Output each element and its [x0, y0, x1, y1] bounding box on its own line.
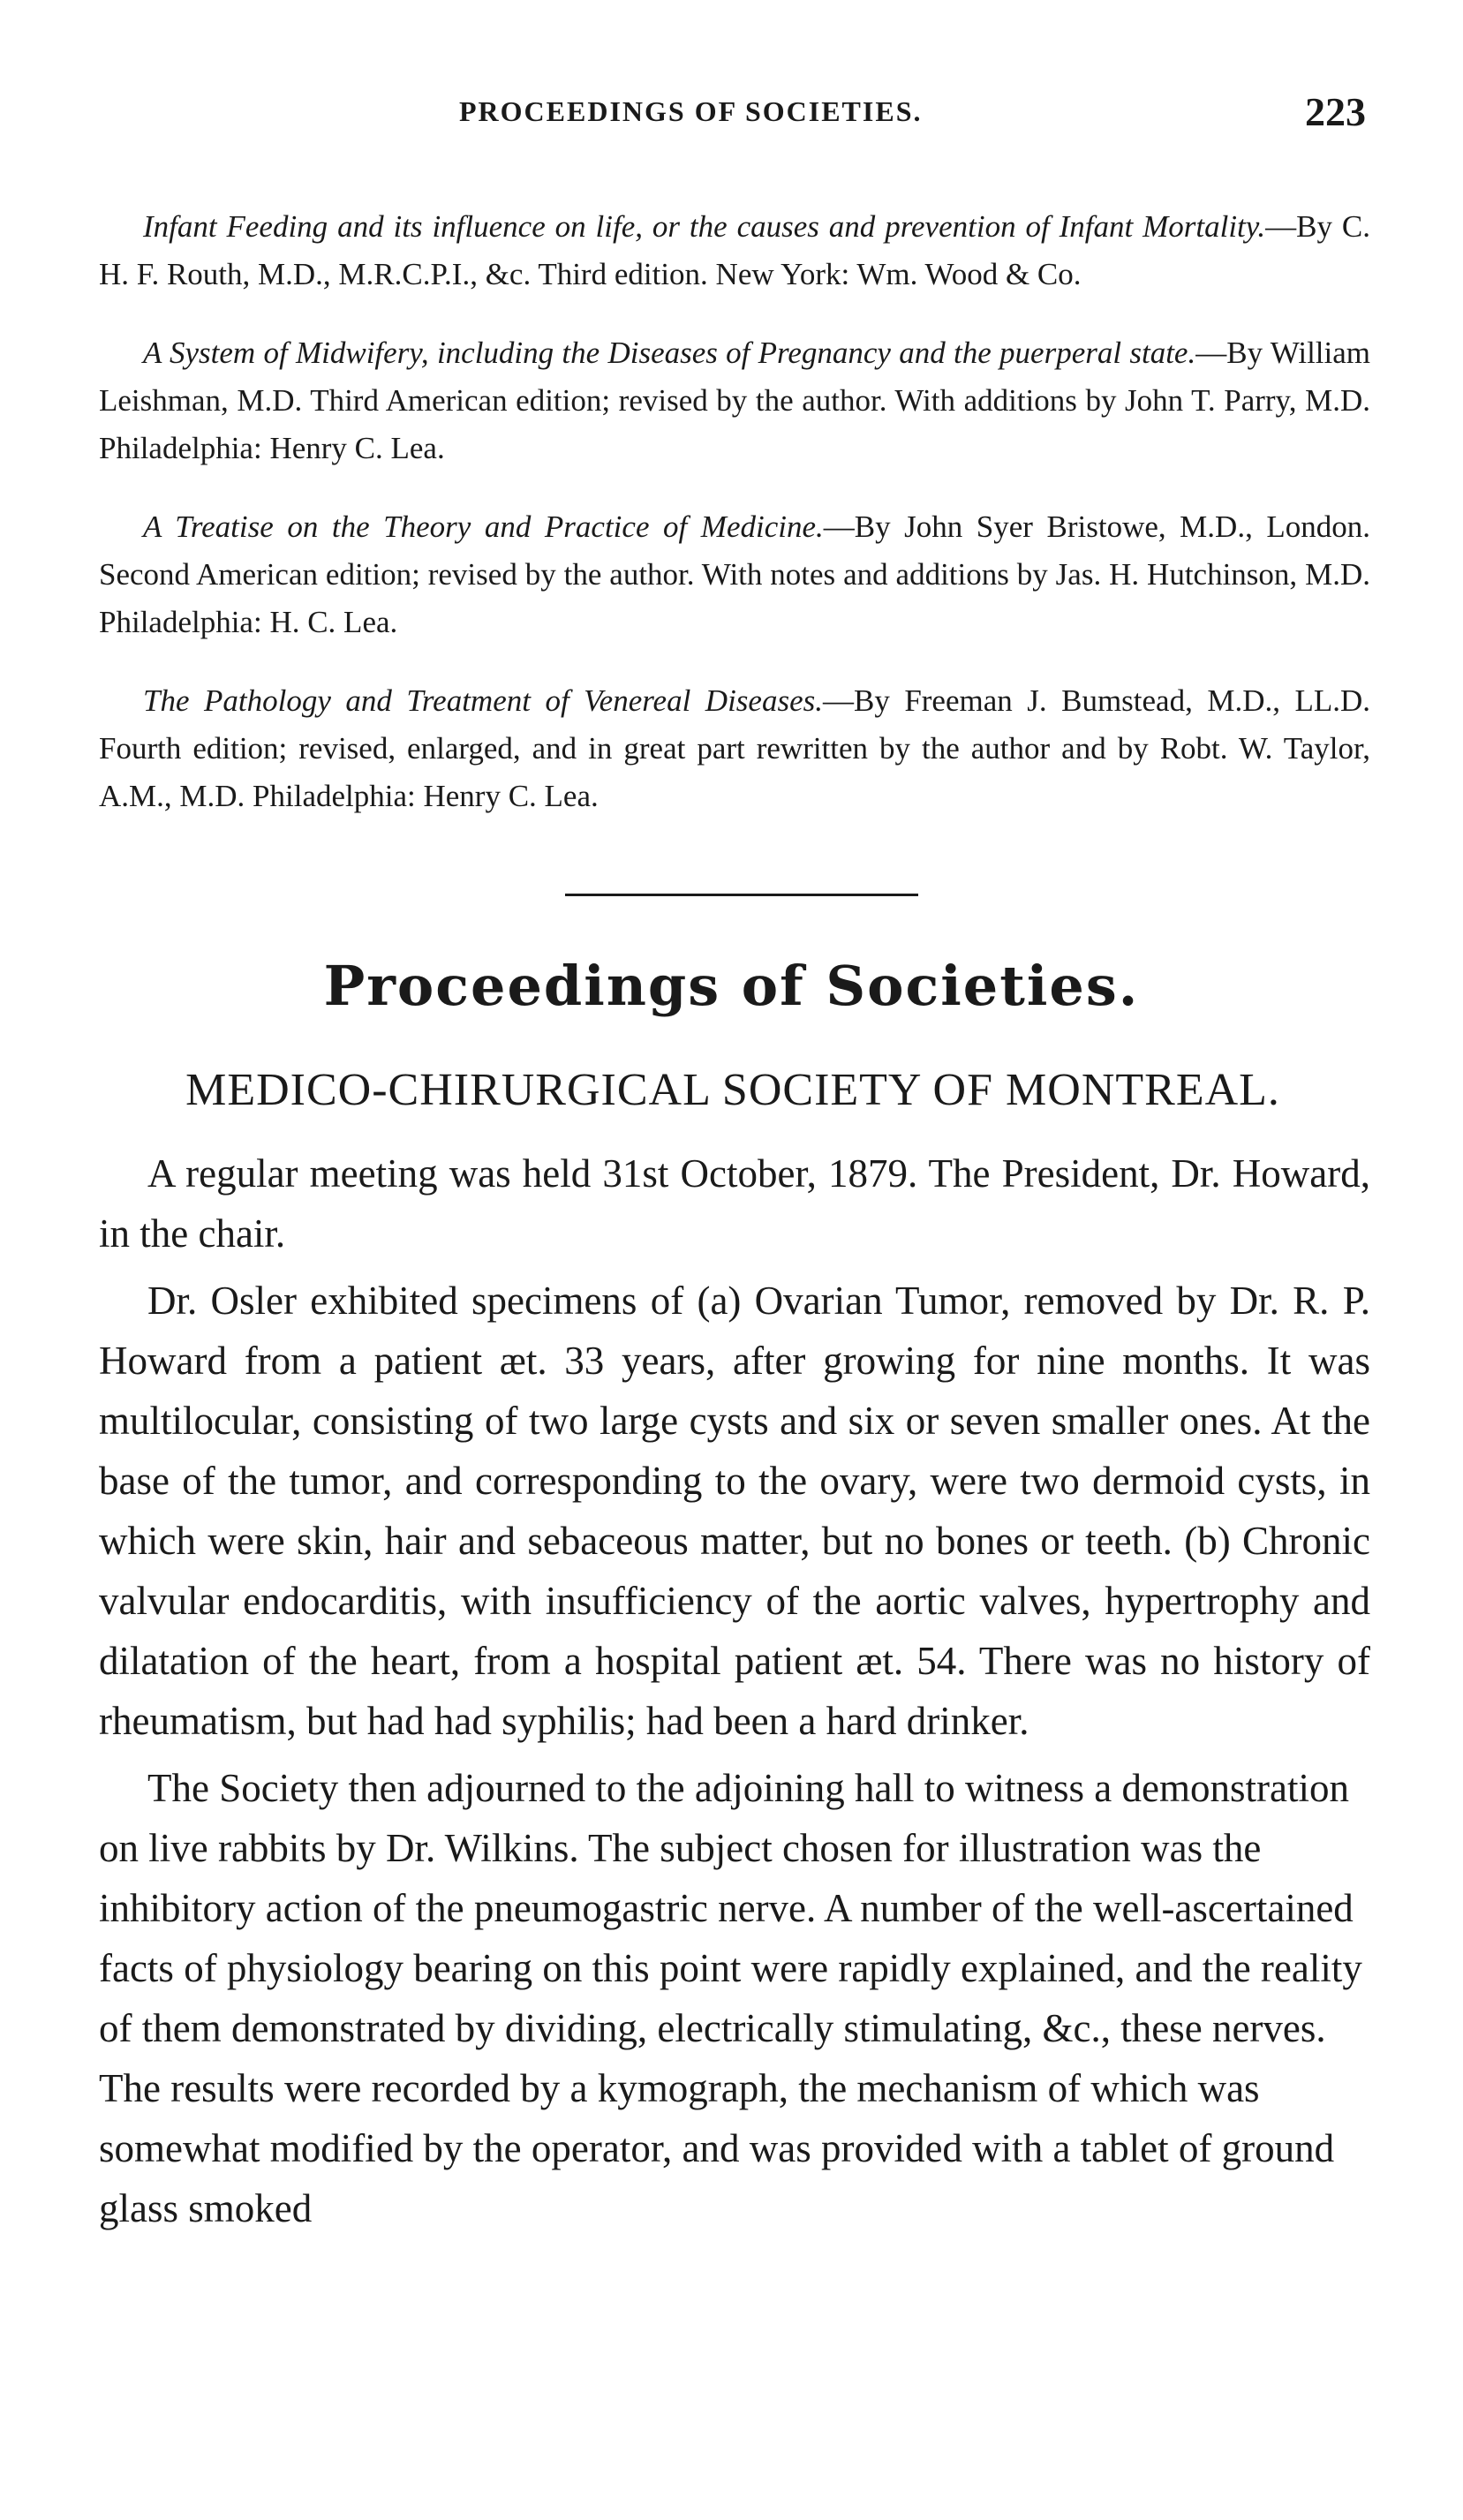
- book-title: A System of Midwifery, including the Diseases of Pregnancy and the puerperal state.: [143, 336, 1196, 370]
- book-entry: [99, 203, 1370, 298]
- book-entry: [99, 503, 1370, 646]
- article-body: [99, 1143, 1370, 2245]
- book-details: —By Freeman J. Bumstead, M.D., LL.D. Fourth edition; revised, enlarged, and in great part rewritten by the author and by Robt. W. Taylor, A.M., M.D. Philadelphia: Henry C. Lea.: [99, 683, 1370, 813]
- book-title: A Treatise on the Theory and Practice of Medicine.: [143, 509, 824, 544]
- page-number: 223: [1305, 89, 1366, 134]
- paragraph: A regular meeting was held 31st October, 1879. The President, Dr. Howard, in the chair.: [99, 1151, 1370, 1256]
- book-entry: [99, 677, 1370, 820]
- book-details: —By William Leishman, M.D. Third American edition; revised by the author. With additions by John T. Parry, M.D. Philadelphia: Henry C. Lea.: [99, 336, 1370, 465]
- section-title: Proceedings of Societies.: [323, 954, 1140, 1018]
- paragraph: The Society then adjourned to the adjoining hall to witness a demonstration on live rabbits by Dr. Wilkins. The subject chosen for illustration was the inhibitory action of the pneumogastric nerve. A number of the well-ascertained facts of physiology bearing on this point were rapidly explained, and the reality of them demonstrated by dividing, electrically stimulating, &c., these nerves. The results were recorded by a kymograph, the mechanism of which was somewhat modified by the operator, and was provided with a tablet of ground glass smoked: [99, 1766, 1362, 2230]
- running-head: [0, 89, 1463, 148]
- running-title: PROCEEDINGS OF SOCIETIES.: [459, 95, 923, 127]
- book-title: The Pathology and Treatment of Venereal Diseases.: [143, 683, 823, 718]
- section-divider: [565, 894, 918, 896]
- paragraph: Dr. Osler exhibited specimens of (a) Ovarian Tumor, removed by Dr. R. P. Howard from a patient æt. 33 years, after growing for nine months. It was multilocular, consisting of two large cysts and six or seven smaller ones. At the base of the tumor, and corresponding to the ovary, were two dermoid cysts, in which were skin, hair and sebaceous matter, but no bones or teeth. (b) Chronic valvular endocarditis, with insufficiency of the aortic valves, hypertrophy and dilatation of the heart, from a hospital patient æt. 54. There was no history of rheumatism, but had had syphilis; had been a hard drinker.: [99, 1279, 1370, 1743]
- society-heading: MEDICO-CHIRURGICAL SOCIETY OF MONTREAL.: [185, 1065, 1280, 1115]
- book-entry: [99, 329, 1370, 472]
- book-details: —By C. H. F. Routh, M.D., M.R.C.P.I., &c. Third edition. New York: Wm. Wood & Co.: [99, 209, 1370, 291]
- book-details: —By John Syer Bristowe, M.D., London. Second American edition; revised by the author. With notes and additions by Jas. H. Hutchinson, M.D. Philadelphia: H. C. Lea.: [99, 509, 1370, 639]
- book-title: Infant Feeding and its influence on life, or the causes and prevention of Infant Mortality.: [143, 209, 1266, 244]
- book-notice-list: [99, 172, 1370, 831]
